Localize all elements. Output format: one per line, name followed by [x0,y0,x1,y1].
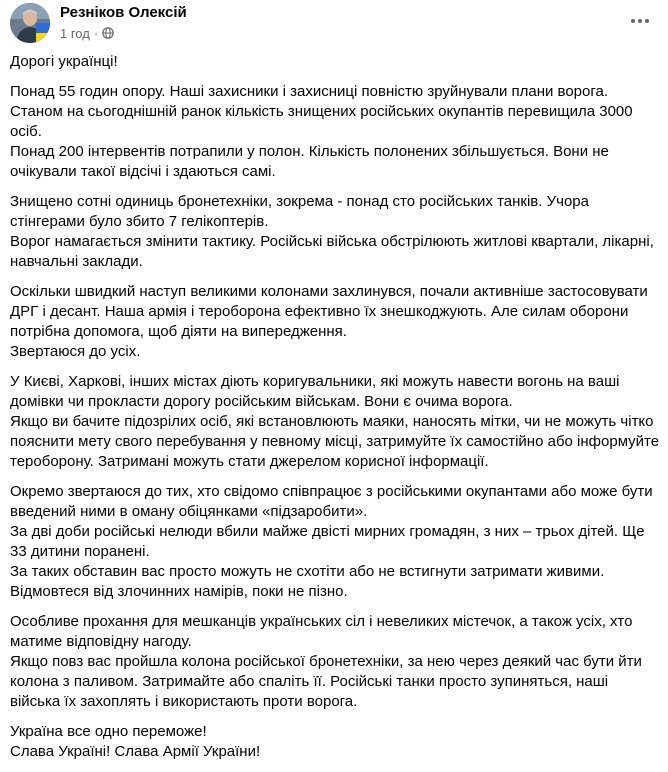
post-text-line: У Києві, Харкові, інших містах діють коригувальники, які можуть навести вогонь на ваші домівки чи прокласти дорогу російським військам. Вони є очима ворога. [10,373,620,410]
post-paragraph [10,52,662,72]
post-paragraph [10,82,662,182]
post-paragraph [10,482,662,602]
post-text-line: За дві доби російські нелюди вбили майже двісті мирних громадян, з них – трьох дітей. Ще 33 дитини поранені. [10,523,645,560]
post-text-line: Станом на сьогоднішній ранок кількість знищених російських окупантів перевищила 3000 осіб. [10,103,633,140]
avatar[interactable] [10,3,50,43]
post-paragraph [10,612,662,712]
post-timestamp[interactable]: 1 год [60,25,90,41]
author-name[interactable]: Резніков Олексій [60,4,187,21]
post-text-line: Оскільки швидкий наступ великими колонами захлинувся, почали активніше застосовувати ДРГ і десант. Наша армія і тероборона ефективно їх знешкоджують. Але силам оборони потрібна допомога, щоб діяти на випередження. [10,283,648,340]
post-header [0,0,668,52]
three-dots-icon [631,19,649,23]
post-paragraph [10,722,662,762]
post-paragraph [10,372,662,472]
post-text-line: Якщо повз вас пройшла колона російської бронетехніки, за нею через деякий час бути йти колона з паливом. Затримайте або спаліть її. Російські танки просто зупиняться, наші війська їх захоплять і використають проти ворога. [10,653,642,710]
post-text-line: Окремо звертаюся до тих, хто свідомо співпрацює з російськими окупантами або може бути введений ними в оману обіцянками «підзаробити». [10,483,653,520]
post-text-line: Відмовтеся від злочинних намірів, поки не пізно. [10,583,348,600]
post-text-line: Дорогі українці! [10,53,118,70]
post-text-line: За таких обставин вас просто можуть не схотіти або не встигнути затримати живими. [10,563,605,580]
post-text-line: Якщо ви бачите підозрілих осіб, які встановлюють маяки, наносять мітки, чи не можуть чітко пояснити мету свого перебування у певному місці, затримуйте їх самостійно або інформуйте тероборону. Затримані можуть стати джерелом корисної інформації. [10,413,660,470]
post-text-line: Слава Україні! Слава Армії України! [10,743,261,760]
post-text-line: Звертаюся до усіх. [10,343,141,360]
post-text-line: Понад 55 годин опору. Наші захисники і захисниці повністю зруйнували плани ворога. [10,83,609,100]
more-options-button[interactable] [622,6,658,36]
post-paragraph [10,192,662,272]
post-meta [60,25,114,41]
post-text-line: Знищено сотні одиниць бронетехніки, зокрема - понад сто російських танків. Учора стінгерами було збито 7 гелікоптерів. [10,193,589,230]
post-paragraph [10,282,662,362]
post-text [10,52,662,772]
avatar-photo [10,3,50,43]
post-text-line: Ворог намагається змінити тактику. Російські війська обстрілюють житлові квартали, лікарні, навчальні заклади. [10,233,654,270]
meta-separator: · [93,25,99,41]
post-text-line: Україна все одно переможе! [10,723,207,740]
globe-icon[interactable] [102,27,114,39]
post-text-line: Особливе прохання для мешканців українських сіл і невеликих містечок, а також усіх, хто матиме відповідну нагоду. [10,613,633,650]
post-text-line: Понад 200 інтервентів потрапили у полон. Кількість полонених збільшується. Вони не очікували такої відсічі і здаються самі. [10,143,609,180]
